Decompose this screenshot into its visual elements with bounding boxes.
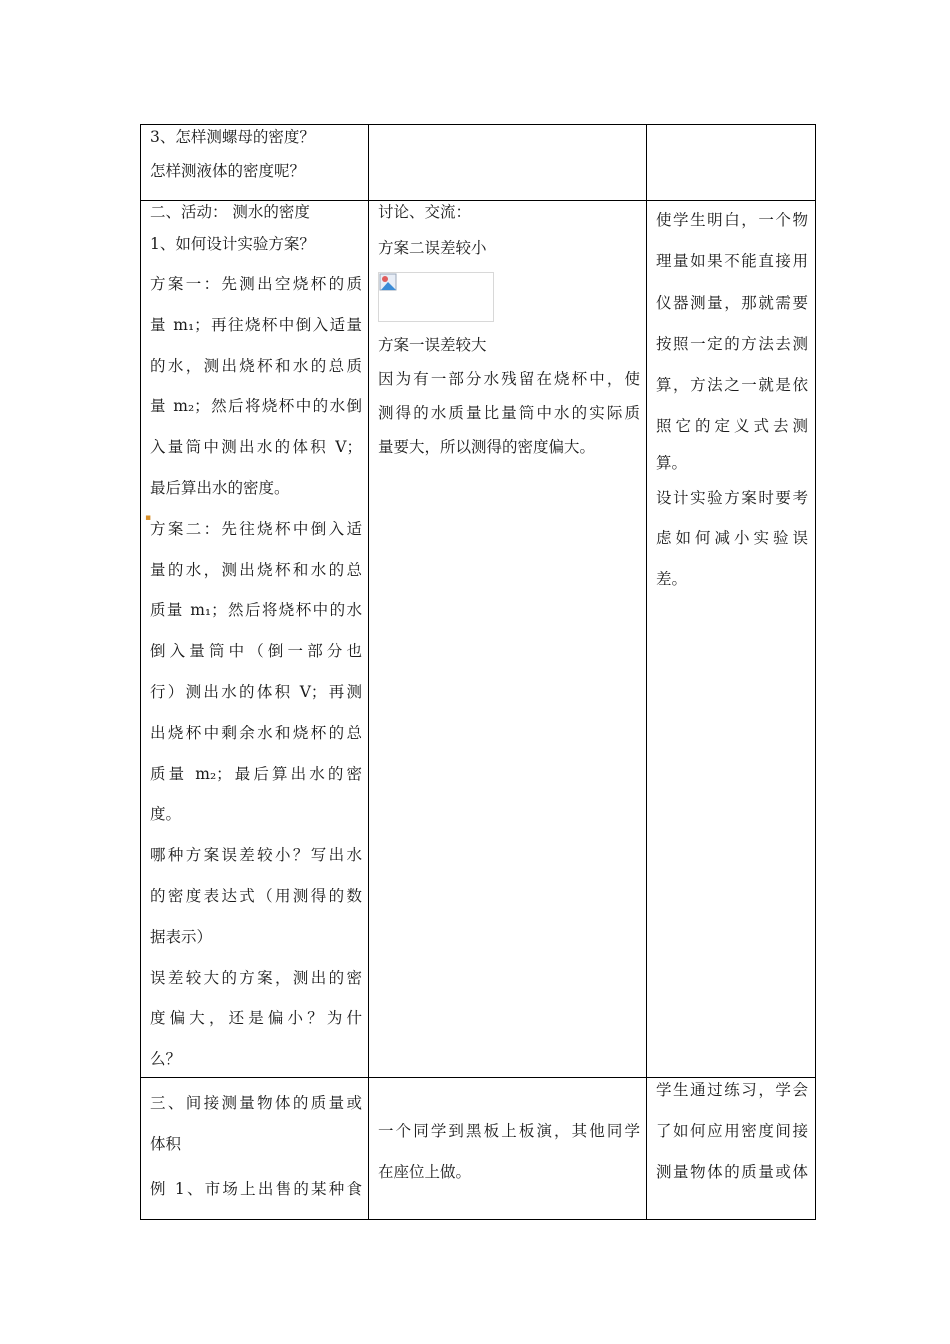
plan-one-line: 入量筒中测出水的体积 V； <box>150 438 362 457</box>
teaching-goal-line: 照它的定义式去测 <box>656 417 808 436</box>
column-divider-1 <box>368 124 369 1220</box>
design-question: 1、如何设计实验方案？ <box>150 235 315 253</box>
plan-one-line: 最后算出水的密度。 <box>150 478 290 497</box>
question-line: 误差较大的方案，测出的密 <box>150 968 362 987</box>
discussion-label: 讨论、交流： <box>378 203 472 221</box>
text-marker-icon: ▪ <box>145 513 152 523</box>
table-border-right <box>815 124 816 1220</box>
plan-one-line: 量 m₁；再往烧杯中倒入适量 <box>150 315 362 334</box>
teaching-goal-line: 使学生明白，一个物 <box>656 211 808 229</box>
plan-two-line: 方案二：先往烧杯中倒入适 <box>150 519 362 538</box>
plan-two-line: 度。 <box>150 805 182 824</box>
table-border-bottom <box>140 1219 816 1220</box>
explanation-line: 测得的水质量比量筒中水的实际质 <box>378 404 640 422</box>
design-note-line: 虑如何减小实验误 <box>656 528 808 547</box>
table-border-left <box>140 124 141 1220</box>
explanation-line: 因为有一部分水残留在烧杯中，使 <box>378 370 640 388</box>
outcome-line: 了如何应用密度间接 <box>656 1122 808 1140</box>
indirect-heading-line: 体积 <box>150 1135 182 1153</box>
outcome-line: 测量物体的质量或体 <box>656 1163 808 1181</box>
row3-col1-cell <box>150 1083 362 1210</box>
plan-two-line: 行）测出水的体积 V；再测 <box>150 682 362 701</box>
lesson-table <box>140 124 816 1220</box>
question-line: 的密度表达式（用测得的数 <box>150 886 362 905</box>
teaching-goal-line: 按照一定的方法去测 <box>656 334 808 353</box>
question-line: 据表示） <box>150 927 213 946</box>
column-divider-2 <box>646 124 647 1220</box>
plan-two-line: 质量 m₂；最后算出水的密 <box>150 764 362 783</box>
row1-col1-line: 怎样测液体的密度呢？ <box>150 162 306 180</box>
teaching-goal-line: 理量如果不能直接用 <box>656 252 808 271</box>
explanation-line: 量要大，所以测得的密度偏大。 <box>378 438 596 456</box>
plan-two-line: 质量 m₁；然后将烧杯中的水 <box>150 601 362 620</box>
design-note-line: 差。 <box>656 570 688 589</box>
plan-one-line: 的水，测出烧杯和水的总质 <box>150 356 362 375</box>
design-note-line: 设计实验方案时要考 <box>656 488 808 507</box>
plan-one-line: 量 m₂；然后将烧杯中的水倒 <box>150 397 362 416</box>
plan-two-result: 方案二误差较小 <box>378 239 487 257</box>
image-placeholder <box>378 272 494 322</box>
indirect-heading-line: 三、间接测量物体的质量或 <box>150 1094 362 1112</box>
practice-line: 在座位上做。 <box>378 1163 472 1181</box>
practice-line: 一个同学到黑板上板演，其他同学 <box>378 1122 640 1140</box>
example-line: 例 1、市场上出售的某种食 <box>150 1180 362 1198</box>
row2-col1-cell <box>150 200 362 1080</box>
plan-two-line: 出烧杯中剩余水和烧杯的总 <box>150 723 362 742</box>
plan-one-result: 方案一误差较大 <box>378 336 487 354</box>
activity-heading: 二、活动： 测水的密度 <box>150 203 310 221</box>
row2-col3-cell <box>656 200 808 600</box>
row1-col1-cell <box>150 120 362 188</box>
question-line: 度偏大，还是偏小？为什 <box>150 1009 362 1028</box>
row2-col2-cell <box>378 200 640 464</box>
plan-two-line: 倒入量筒中（倒一部分也 <box>150 642 362 661</box>
teaching-goal-line: 算，方法之一就是依 <box>656 376 808 395</box>
plan-one-line: 方案一：先测出空烧杯的质 <box>150 275 362 293</box>
plan-two-line: 量的水，测出烧杯和水的总 <box>150 560 362 579</box>
question-line: 么？ <box>150 1050 182 1069</box>
row3-col3-cell <box>656 1070 808 1193</box>
teaching-goal-line: 仪器测量，那就需要 <box>656 293 808 312</box>
teaching-goal-line: 算。 <box>656 453 688 472</box>
row1-col1-line: 3、怎样测螺母的密度？ <box>150 128 315 146</box>
question-line: 哪种方案误差较小？写出水 <box>150 846 362 865</box>
broken-image-icon <box>379 273 399 293</box>
outcome-line: 学生通过练习，学会 <box>656 1081 808 1099</box>
row3-col2-cell <box>378 1111 640 1193</box>
